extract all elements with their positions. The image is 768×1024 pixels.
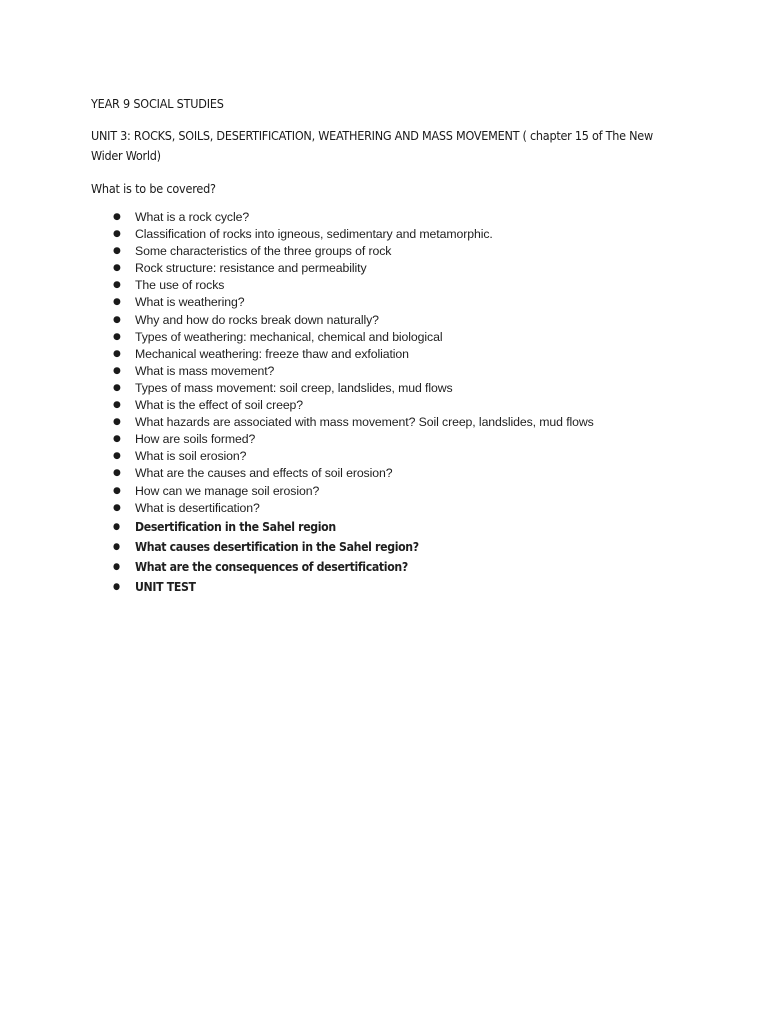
topic-item [91, 294, 691, 311]
topic-item [91, 465, 691, 482]
topic-item [91, 346, 691, 363]
bullet-icon: ● [113, 229, 121, 240]
topic-item [91, 209, 691, 226]
topic-item [91, 577, 691, 597]
bullet-icon: ● [113, 263, 121, 274]
topic-text: What is the effect of soil creep? [135, 398, 304, 413]
topic-text: Rock structure: resistance and permeability [135, 261, 367, 276]
topic-text: The use of rocks [135, 278, 225, 293]
topic-text: Classification of rocks into igneous, sedimentary and metamorphic. [135, 227, 493, 242]
topic-text: Desertification in the Sahel region [135, 519, 336, 534]
document-content [91, 94, 691, 597]
bullet-icon: ● [113, 502, 121, 513]
topic-item [91, 431, 691, 448]
topic-item [91, 537, 691, 557]
bullet-icon: ● [113, 400, 121, 411]
topic-item [91, 500, 691, 517]
bullet-icon: ● [113, 348, 121, 359]
bullet-icon: ● [113, 246, 121, 257]
topic-list [91, 209, 691, 597]
topic-item [91, 448, 691, 465]
topic-text: What is desertification? [135, 500, 260, 515]
bullet-icon: ● [113, 561, 120, 572]
bullet-icon: ● [113, 581, 120, 592]
topic-item [91, 243, 691, 260]
topic-item [91, 260, 691, 277]
topic-item [91, 517, 691, 537]
topic-text: What is weathering? [135, 295, 245, 310]
topic-item [91, 312, 691, 329]
topic-text: Mechanical weathering: freeze thaw and exfoliation [135, 346, 409, 361]
topic-text: Why and how do rocks break down naturally? [135, 312, 379, 327]
topic-text: How are soils formed? [135, 432, 256, 447]
topic-item [91, 226, 691, 243]
topic-item [91, 380, 691, 397]
topic-item [91, 363, 691, 380]
bullet-icon: ● [113, 314, 121, 325]
unit-title: UNIT 3: ROCKS, SOILS, DESERTIFICATION, WEATHERING AND MASS MOVEMENT ( chapter 15 of The New Wider World) [91, 128, 653, 163]
topic-text: What hazards are associated with mass movement? Soil creep, landslides, mud flows [135, 415, 594, 430]
bullet-icon: ● [113, 541, 120, 552]
bullet-icon: ● [113, 365, 121, 376]
bullet-icon: ● [113, 382, 121, 393]
course-title: YEAR 9 SOCIAL STUDIES [91, 96, 224, 111]
covered-heading: What is to be covered? [91, 181, 216, 196]
topic-text: What is soil erosion? [135, 449, 247, 464]
bullet-icon: ● [113, 451, 121, 462]
topic-item [91, 397, 691, 414]
topic-text: Some characteristics of the three groups of rock [135, 244, 392, 259]
topic-item [91, 483, 691, 500]
bullet-icon: ● [113, 280, 121, 291]
topic-text: What are the causes and effects of soil erosion? [135, 466, 393, 481]
topic-item [91, 414, 691, 431]
topic-text: How can we manage soil erosion? [135, 483, 320, 498]
bullet-icon: ● [113, 434, 121, 445]
topic-text: Types of mass movement: soil creep, landslides, mud flows [135, 380, 453, 395]
topic-text: Types of weathering: mechanical, chemical and biological [135, 329, 443, 344]
bullet-icon: ● [113, 521, 120, 532]
bullet-icon: ● [113, 331, 121, 342]
topic-text: What is a rock cycle? [135, 210, 250, 224]
bullet-icon: ● [113, 468, 121, 479]
topic-text: What is mass movement? [135, 363, 275, 378]
topic-text: UNIT TEST [135, 579, 196, 594]
topic-text: What are the consequences of desertification? [135, 559, 408, 574]
bullet-icon: ● [113, 417, 121, 428]
topic-item [91, 557, 691, 577]
topic-item [91, 277, 691, 294]
bullet-icon: ● [113, 297, 121, 308]
bullet-icon: ● [113, 485, 121, 496]
topic-text: What causes desertification in the Sahel region? [135, 539, 419, 554]
bullet-icon: ● [113, 212, 121, 222]
topic-item [91, 329, 691, 346]
